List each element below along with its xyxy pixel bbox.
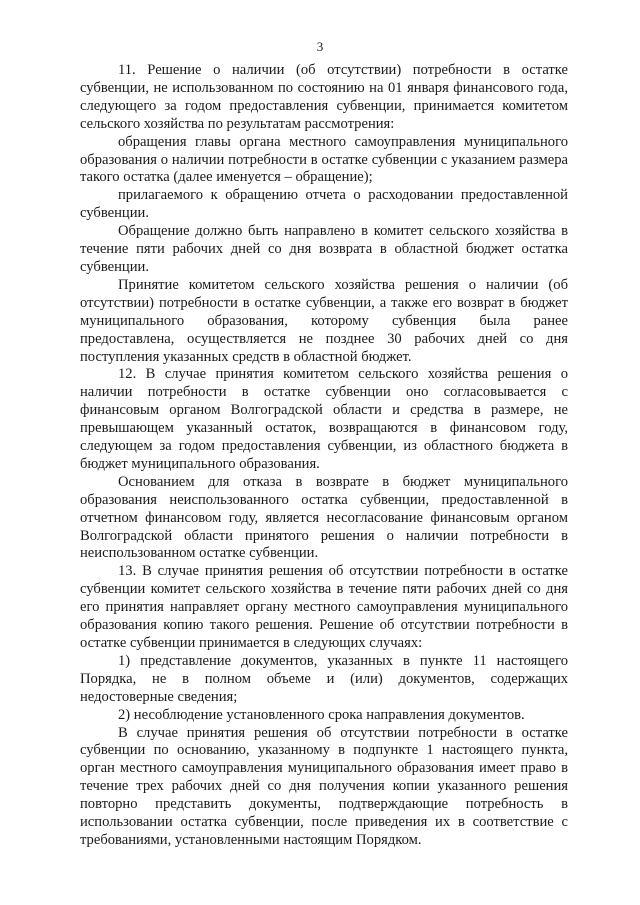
paragraph-appeal: обращения главы органа местного самоуправления муниципального образования о наличии потребности в остатке субвенции с указанием размера такого остатка (далее именуется – обращение); — [80, 133, 568, 186]
paragraph-report: прилагаемого к обращению отчета о расходовании предоставленной субвенции. — [80, 187, 568, 222]
paragraph-11: 11. Решение о наличии (об отсутствии) потребности в остатке субвенции, не использованном по состоянию на 01 января финансового года, следующего за годом предоставления субвенции, принимается комитетом сельского хозяйства по результатам рассмотрения: — [80, 62, 568, 132]
list-item-1: 1) представление документов, указанных в пункте 11 настоящего Порядка, не в полном объеме и (или) документов, содержащих недостоверные сведения; — [80, 652, 568, 705]
paragraph-appeal-deadline: Обращение должно быть направлено в комитет сельского хозяйства в течение пяти рабочих дней со дня возврата в областной бюджет остатка субвенции. — [80, 223, 568, 275]
paragraph-12: 12. В случае принятия комитетом сельского хозяйства решения о наличии потребности в остатке субвенции оно согласовывается с финансовым органом Волгоградской области и средства в размере, не превышающем указанный остаток, возвращаются в финансовом году, следующем за годом предоставления субвенции, из областного бюджета в бюджет муниципального образования. — [80, 366, 568, 472]
paragraph-resubmission: В случае принятия решения об отсутствии потребности в остатке субвенции по основанию, указанному в подпункте 1 настоящего пункта, орган местного самоуправления муниципального образования имеет право в течение трех рабочих дней со дня получения копии указанного решения повторно представить документы, подтверждающие потребность в использовании остатка субвенции, после приведения их в соответствие с требованиями, установленными настоящим Порядком. — [80, 724, 568, 848]
paragraph-refusal-basis: Основанием для отказа в возврате в бюджет муниципального образования неиспользованного остатка субвенции, предоставленной в отчетном финансовом году, является несогласование финансовым органом Волгоградской области принятого решения о наличии потребности в неиспользованном остатке субвенции. — [80, 473, 568, 562]
paragraph-13: 13. В случае принятия решения об отсутствии потребности в остатке субвенции комитет сельского хозяйства в течение пяти рабочих дней со дня его принятия направляет органу местного самоуправления муниципального образования копию такого решения. Решение об отсутствии потребности в остатке субвенции принимается в следующих случаях: — [80, 563, 568, 651]
page-number: 3 — [316, 39, 324, 54]
paragraph-decision-deadline: Принятие комитетом сельского хозяйства решения о наличии (об отсутствии) потребности в остатке субвенции, а также его возврат в бюджет муниципального образования, которому субвенция была ранее предоставлена, осуществляется не позднее 30 рабочих дней со дня поступления указанных средств в областной бюджет. — [80, 276, 568, 365]
list-item-2: 2) несоблюдение установленного срока направления документов. — [118, 706, 525, 723]
document-body — [80, 62, 568, 850]
